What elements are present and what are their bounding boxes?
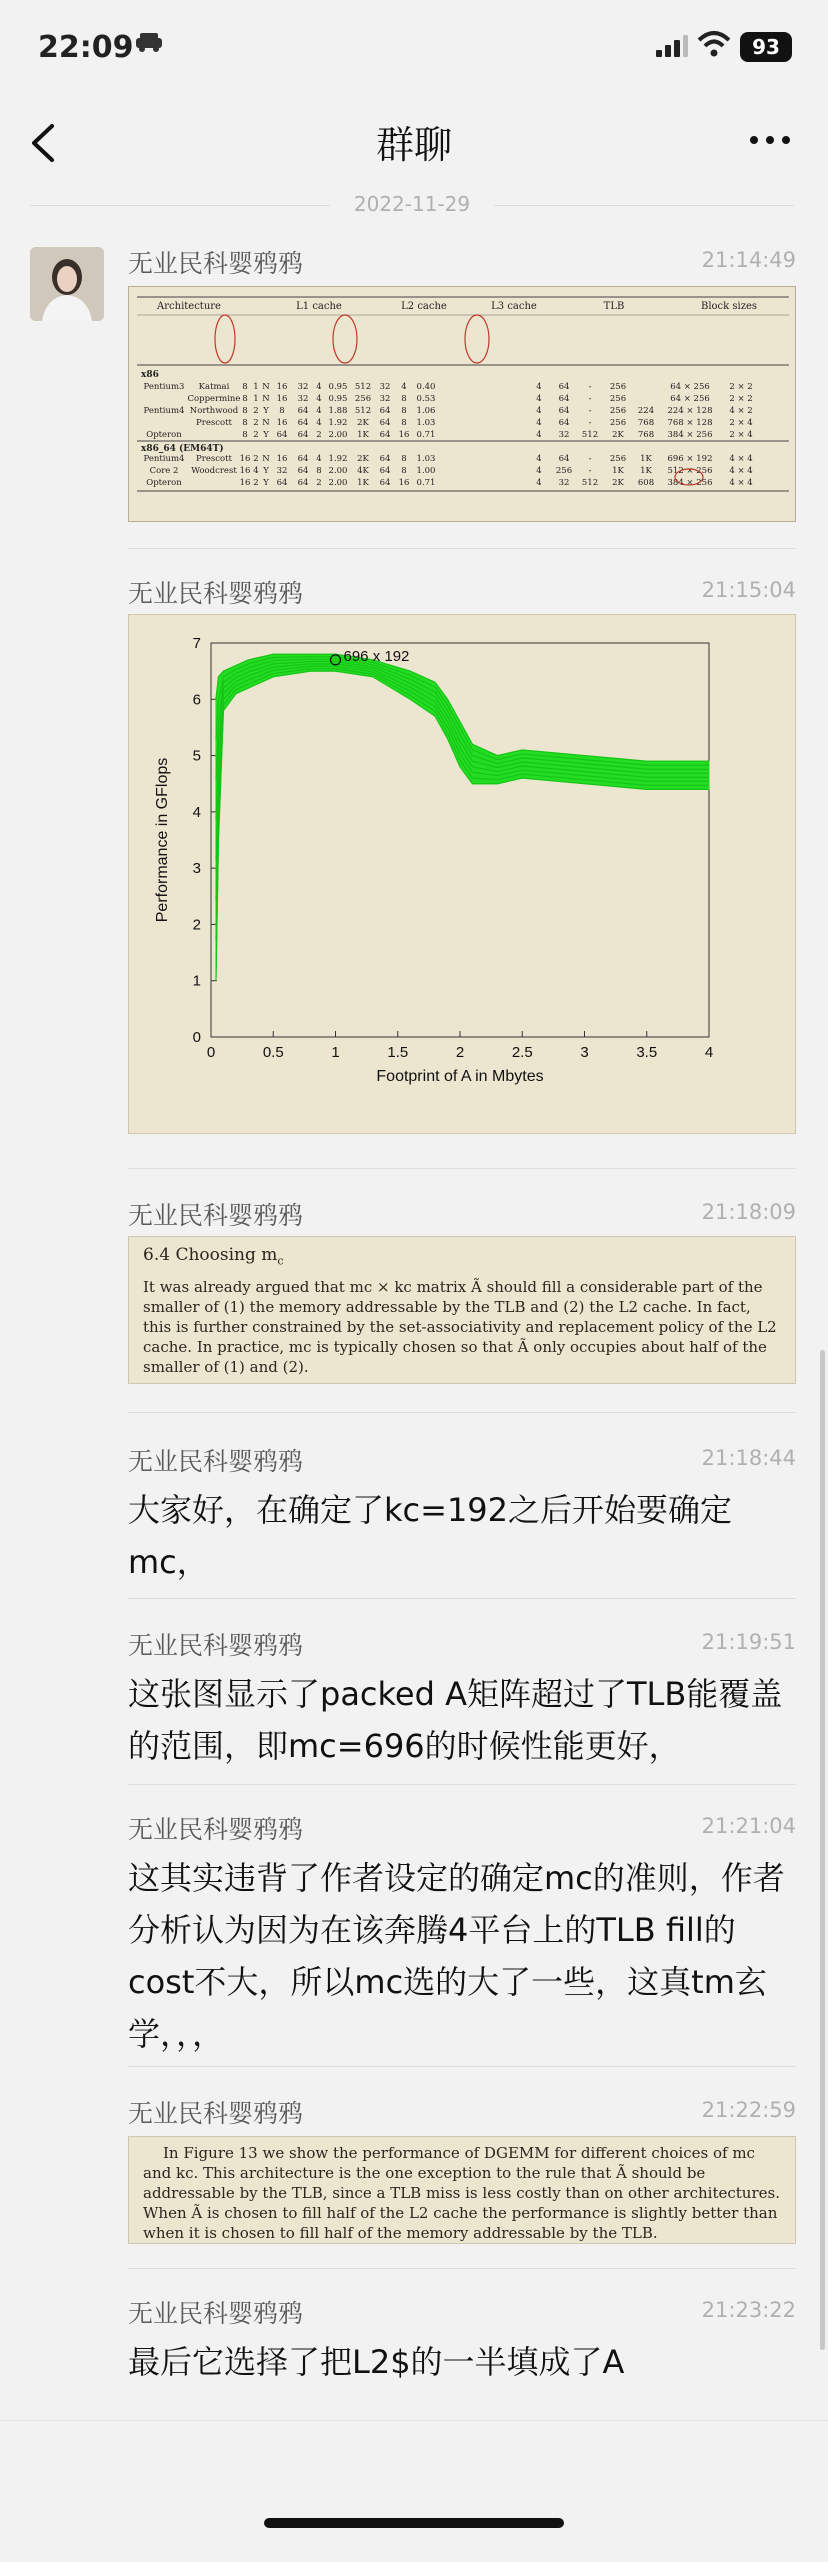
table-cell: - — [588, 454, 592, 464]
table-cell: 8 — [401, 466, 407, 476]
table-cell: 4 — [253, 466, 259, 476]
table-cell: 2 — [253, 406, 259, 416]
chat-title: 群聊 — [375, 123, 452, 167]
message-separator — [128, 2268, 796, 2269]
red-annotation-circle — [333, 315, 357, 363]
table-cell: Prescott — [196, 454, 232, 464]
scrollbar[interactable] — [820, 1350, 825, 2350]
table-cell: 64 — [297, 466, 309, 476]
table-cell: 64 — [379, 406, 391, 416]
table-cell: 384 × 256 — [667, 430, 713, 440]
table-cell: 64 — [558, 406, 570, 416]
table-cell: 1.00 — [416, 466, 436, 476]
wifi-icon — [697, 30, 731, 58]
red-annotation-circle — [215, 315, 235, 363]
table-image-drawing — [129, 287, 797, 523]
table-cell: 0.71 — [416, 478, 436, 488]
table-cell: 32 — [276, 466, 288, 476]
cellular-signal-icon — [655, 34, 689, 58]
table-cell: 2 — [253, 454, 259, 464]
table-cell: N — [262, 394, 270, 404]
table-cell: 1K — [640, 466, 652, 476]
table-cell: 8 — [401, 418, 407, 428]
table-cell: Y — [263, 466, 269, 476]
status-time: 22:09 — [38, 30, 134, 65]
table-cell: 8 — [401, 394, 407, 404]
table-cell: 0.40 — [416, 382, 436, 392]
table-cell: 4 — [536, 382, 542, 392]
message-text: 这其实违背了作者设定的确定mc的准则，作者分析认为因为在该奔腾4平台上的TLB fill的cost不大，所以mc选的大了一些，这真tm玄学，，， — [128, 1859, 785, 2053]
message-time: 21:18:09 — [701, 1200, 796, 1224]
table-cell: 1.88 — [328, 406, 348, 416]
table-cell: 16 — [276, 394, 288, 404]
table-cell: 4 — [536, 406, 542, 416]
table-cell: 768 × 128 — [667, 418, 713, 428]
table-cell: 2 — [253, 430, 259, 440]
table-cell: - — [588, 382, 592, 392]
table-cell: - — [588, 466, 592, 476]
table-cell: 1K — [357, 478, 369, 488]
table-cell: N — [262, 382, 270, 392]
table-cell: N — [262, 418, 270, 428]
table-cell: 64 — [379, 418, 391, 428]
sender-name: 无业民科婴鸦鸦 — [128, 1631, 304, 1660]
message-text: 这张图显示了packed A矩阵超过了TLB能覆盖的范围，即mc=696的时候性能更好， — [128, 1675, 783, 1765]
table-cell: 4 — [536, 478, 542, 488]
table-cell: 4 — [316, 418, 322, 428]
table-section-label: x86_64 (EM64T) — [141, 444, 224, 454]
chart-image[interactable] — [128, 614, 796, 1134]
table-cell: 2K — [357, 418, 369, 428]
table-cell: 64 — [379, 454, 391, 464]
table-cell: 64 — [558, 454, 570, 464]
plot-frame — [211, 643, 709, 1037]
table-cell: 2.00 — [328, 430, 348, 440]
table-cell: 1K — [612, 466, 624, 476]
message-time: 21:23:22 — [701, 2298, 796, 2322]
x-tick-label: 3.5 — [636, 1044, 658, 1061]
table-cell: 1K — [640, 454, 652, 464]
table-cell: 256 — [609, 406, 627, 416]
x-axis-label: Footprint of A in Mbytes — [376, 1068, 544, 1085]
table-cell: 4 — [316, 454, 322, 464]
more-options-icon[interactable] — [746, 130, 794, 150]
table-cell: 2 × 4 — [729, 418, 753, 428]
table-cell: 256 — [609, 454, 627, 464]
bottom-area — [0, 2420, 828, 2562]
table-cell: Core 2 — [149, 466, 179, 476]
table-cell: 32 — [379, 382, 391, 392]
table-cell: Pentium3 — [143, 382, 185, 392]
message-time: 21:15:04 — [701, 578, 796, 602]
message-separator — [128, 1598, 796, 1599]
x-tick-label: 4 — [704, 1044, 714, 1061]
table-cell: 256 — [354, 394, 372, 404]
table-cell: 64 — [379, 466, 391, 476]
table-cell: 0.53 — [416, 394, 436, 404]
table-cell: 256 — [555, 466, 573, 476]
table-cell: - — [588, 394, 592, 404]
sender-name: 无业民科婴鸦鸦 — [128, 1447, 304, 1476]
y-tick-label: 0 — [192, 1029, 201, 1046]
avatar[interactable] — [30, 247, 104, 321]
table-cell: 64 — [297, 478, 309, 488]
paper-section-heading: 6.4 Choosing $m_c$ — [143, 1245, 284, 1268]
table-cell: 4K — [357, 466, 369, 476]
table-cell: Northwood — [189, 406, 239, 416]
table-cell: 16 — [398, 478, 410, 488]
table-cell: 64 × 256 — [670, 394, 710, 404]
message-time: 21:14:49 — [701, 248, 796, 272]
table-cell: 8 — [316, 466, 322, 476]
message-separator — [128, 1412, 796, 1413]
table-cell: 64 — [379, 430, 391, 440]
table-cell: 32 — [558, 430, 570, 440]
table-cell: 4 — [536, 466, 542, 476]
table-cell: Opteron — [146, 478, 182, 488]
table-cell: 1.92 — [328, 454, 348, 464]
table-cell: 64 — [297, 430, 309, 440]
message-separator — [128, 1168, 796, 1169]
table-cell: 8 — [401, 406, 407, 416]
table-cell: 64 — [558, 394, 570, 404]
table-cell: 1 — [253, 394, 259, 404]
table-cell: 8 — [279, 406, 285, 416]
navigation-bar — [0, 100, 828, 188]
table-cell: 4 × 4 — [729, 478, 753, 488]
table-cell: 512 — [354, 406, 372, 416]
y-axis-label: Performance in GFlops — [154, 757, 171, 923]
table-group-header: TLB — [603, 301, 625, 312]
date-divider — [30, 188, 794, 224]
performance-chart — [129, 615, 797, 1135]
table-cell: 64 — [558, 418, 570, 428]
table-cell: 32 — [379, 394, 391, 404]
table-cell: 64 — [297, 406, 309, 416]
table-cell: 256 — [609, 382, 627, 392]
table-cell: 4 — [401, 382, 407, 392]
battery-indicator: 93 — [740, 32, 792, 62]
table-cell: 16 — [398, 430, 410, 440]
table-cell: 2 × 2 — [729, 382, 753, 392]
table-cell: 4 × 2 — [729, 406, 753, 416]
table-cell: 696 × 192 — [667, 454, 713, 464]
x-tick-label: 0.5 — [262, 1044, 284, 1061]
table-cell: 8 — [242, 430, 248, 440]
table-cell: 2K — [357, 454, 369, 464]
table-group-header: Block sizes — [700, 301, 758, 312]
table-cell: 256 — [609, 418, 627, 428]
table-cell: 4 — [536, 454, 542, 464]
table-cell: 384 × 256 — [667, 478, 713, 488]
table-cell: 16 — [276, 382, 288, 392]
table-cell: - — [588, 406, 592, 416]
paper-excerpt-image[interactable] — [128, 1236, 796, 1384]
red-annotation-circle — [465, 315, 489, 363]
table-group-header: Architecture — [157, 301, 221, 312]
table-cell: 8 — [242, 382, 248, 392]
table-cell: 64 — [276, 430, 288, 440]
table-cell: 2.00 — [328, 478, 348, 488]
table-cell: 2K — [612, 430, 624, 440]
table-cell: 512 × 256 — [667, 466, 713, 476]
table-cell: 4 — [316, 382, 322, 392]
x-tick-label: 0 — [206, 1044, 216, 1061]
table-cell: 1 — [253, 382, 259, 392]
table-cell: 16 — [239, 466, 251, 476]
table-cell: 224 — [637, 406, 655, 416]
table-cell: 32 — [297, 382, 309, 392]
sender-name: 无业民科婴鸦鸦 — [128, 2099, 304, 2128]
table-cell: 1.03 — [416, 418, 436, 428]
y-tick-label: 2 — [192, 916, 201, 934]
date-label: 2022-11-29 — [353, 192, 471, 216]
paper-paragraph: It was already argued that mc × kc matrix Ã should fill a considerable part of the smaller of (1) the memory addressable by the TLB and (2) the L2 cache. In fact, this is further constrained by the set-associativity and replacement policy of the L2 cache. In practice, mc is typically chosen so that Ã only occupies about half of the smaller of (1) and (2). — [143, 1278, 777, 1377]
y-tick-label: 1 — [192, 972, 201, 990]
table-cell: Opteron — [146, 430, 182, 440]
table-cell: Pentium4 — [143, 454, 185, 464]
message-separator — [128, 548, 796, 549]
table-cell: 64 — [297, 454, 309, 464]
table-cell: 608 — [637, 478, 655, 488]
table-cell: 32 — [558, 478, 570, 488]
table-cell: 64 — [379, 478, 391, 488]
table-cell: Y — [263, 406, 269, 416]
status-bar — [0, 0, 828, 100]
table-cell: 8 — [242, 406, 248, 416]
table-group-header: L2 cache — [401, 301, 447, 312]
table-group-header: L3 cache — [491, 301, 537, 312]
table-cell: 2 — [253, 418, 259, 428]
y-tick-label: 7 — [192, 635, 201, 652]
table-cell: 64 — [297, 418, 309, 428]
table-cell: Woodcrest — [191, 466, 237, 476]
table-cell: 64 × 256 — [670, 382, 710, 392]
table-cell: Y — [263, 430, 269, 440]
table-cell: 1.92 — [328, 418, 348, 428]
table-cell: 64 — [558, 382, 570, 392]
table-cell: 2.00 — [328, 466, 348, 476]
table-cell: Coppermine — [187, 394, 241, 404]
paper-paragraph: In Figure 13 we show the performance of DGEMM for different choices of mc and kc. This architecture is the one exception to the rule that Ã should be addressable by the TLB, since a TLB miss is less costly than on other architectures. When Ã is chosen to fill half of the L2 cache the performance is slightly better than when it is chosen to fill half of the memory addressable by the TLB. — [143, 2144, 780, 2242]
table-cell: 64 — [276, 478, 288, 488]
table-cell: 4 — [316, 406, 322, 416]
sender-name: 无业民科婴鸦鸦 — [128, 1201, 304, 1230]
avatar-image — [30, 247, 104, 321]
table-cell: 8 — [242, 418, 248, 428]
table-cell: 1K — [357, 430, 369, 440]
table-cell: 16 — [239, 478, 251, 488]
x-tick-label: 3 — [580, 1044, 589, 1061]
y-tick-label: 5 — [192, 747, 201, 765]
table-cell: Prescott — [196, 418, 232, 428]
table-cell: 2 — [316, 478, 322, 488]
table-cell: 1.03 — [416, 454, 436, 464]
table-cell: 4 — [536, 430, 542, 440]
table-cell: Pentium4 — [143, 406, 185, 416]
table-cell: - — [588, 418, 592, 428]
annotation-label: 696 x 192 — [343, 647, 410, 665]
table-group-header: L1 cache — [296, 301, 342, 312]
table-cell: 2 × 4 — [729, 430, 753, 440]
table-cell: 2K — [612, 478, 624, 488]
y-tick-label: 3 — [192, 860, 201, 878]
message-text: 最后它选择了把L2$的一半填成了A — [128, 2343, 625, 2381]
x-tick-label: 1 — [331, 1044, 340, 1061]
table-section-label: x86 — [141, 370, 159, 380]
table-cell: 256 — [609, 394, 627, 404]
table-cell: 0.71 — [416, 430, 436, 440]
message-time: 21:19:51 — [701, 1630, 796, 1654]
table-cell: 1.06 — [416, 406, 436, 416]
table-cell: Katmai — [198, 382, 230, 392]
table-cell: 0.95 — [328, 382, 348, 392]
sender-name: 无业民科婴鸦鸦 — [128, 2299, 304, 2328]
table-cell: 8 — [242, 394, 248, 404]
car-icon — [134, 30, 164, 54]
table-cell: 512 — [581, 430, 599, 440]
home-indicator[interactable] — [264, 2518, 564, 2528]
table-cell: 768 — [637, 418, 655, 428]
table-cell: 512 — [354, 382, 372, 392]
y-tick-label: 4 — [192, 803, 201, 821]
x-tick-label: 2 — [455, 1044, 465, 1061]
table-cell: 32 — [297, 394, 309, 404]
table-cell: 8 — [401, 454, 407, 464]
message-separator — [128, 2066, 796, 2067]
message-time: 21:18:44 — [701, 1446, 796, 1470]
table-cell: 4 × 4 — [729, 466, 753, 476]
table-cell: 4 — [316, 394, 322, 404]
table-cell: 4 — [536, 418, 542, 428]
table-cell: 16 — [276, 418, 288, 428]
table-cell: 512 — [581, 478, 599, 488]
table-image[interactable] — [128, 286, 796, 522]
sender-name: 无业民科婴鸦鸦 — [128, 579, 304, 608]
table-cell: 4 — [536, 394, 542, 404]
x-tick-label: 2.5 — [511, 1044, 533, 1061]
message-separator — [128, 1784, 796, 1785]
table-cell: 2 — [316, 430, 322, 440]
table-cell: Y — [263, 478, 269, 488]
table-cell: 16 — [276, 454, 288, 464]
table-cell: 224 × 128 — [667, 406, 713, 416]
divider-line-right — [494, 205, 794, 206]
message-text: 大家好，在确定了kc=192之后开始要确定mc， — [128, 1491, 733, 1581]
table-cell: 768 — [637, 430, 655, 440]
table-cell: 4 × 4 — [729, 454, 753, 464]
table-cell: 0.95 — [328, 394, 348, 404]
message-time: 21:21:04 — [701, 1814, 796, 1838]
table-cell: N — [262, 454, 270, 464]
table-cell: 2 × 2 — [729, 394, 753, 404]
sender-name: 无业民科婴鸦鸦 — [128, 1815, 304, 1844]
x-tick-label: 1.5 — [387, 1044, 409, 1061]
table-cell: 2 — [253, 478, 259, 488]
y-tick-label: 6 — [192, 691, 201, 709]
message-time: 21:22:59 — [701, 2098, 796, 2122]
sender-name: 无业民科婴鸦鸦 — [128, 249, 304, 278]
table-cell: 16 — [239, 454, 251, 464]
paper-excerpt-image[interactable] — [128, 2136, 796, 2244]
